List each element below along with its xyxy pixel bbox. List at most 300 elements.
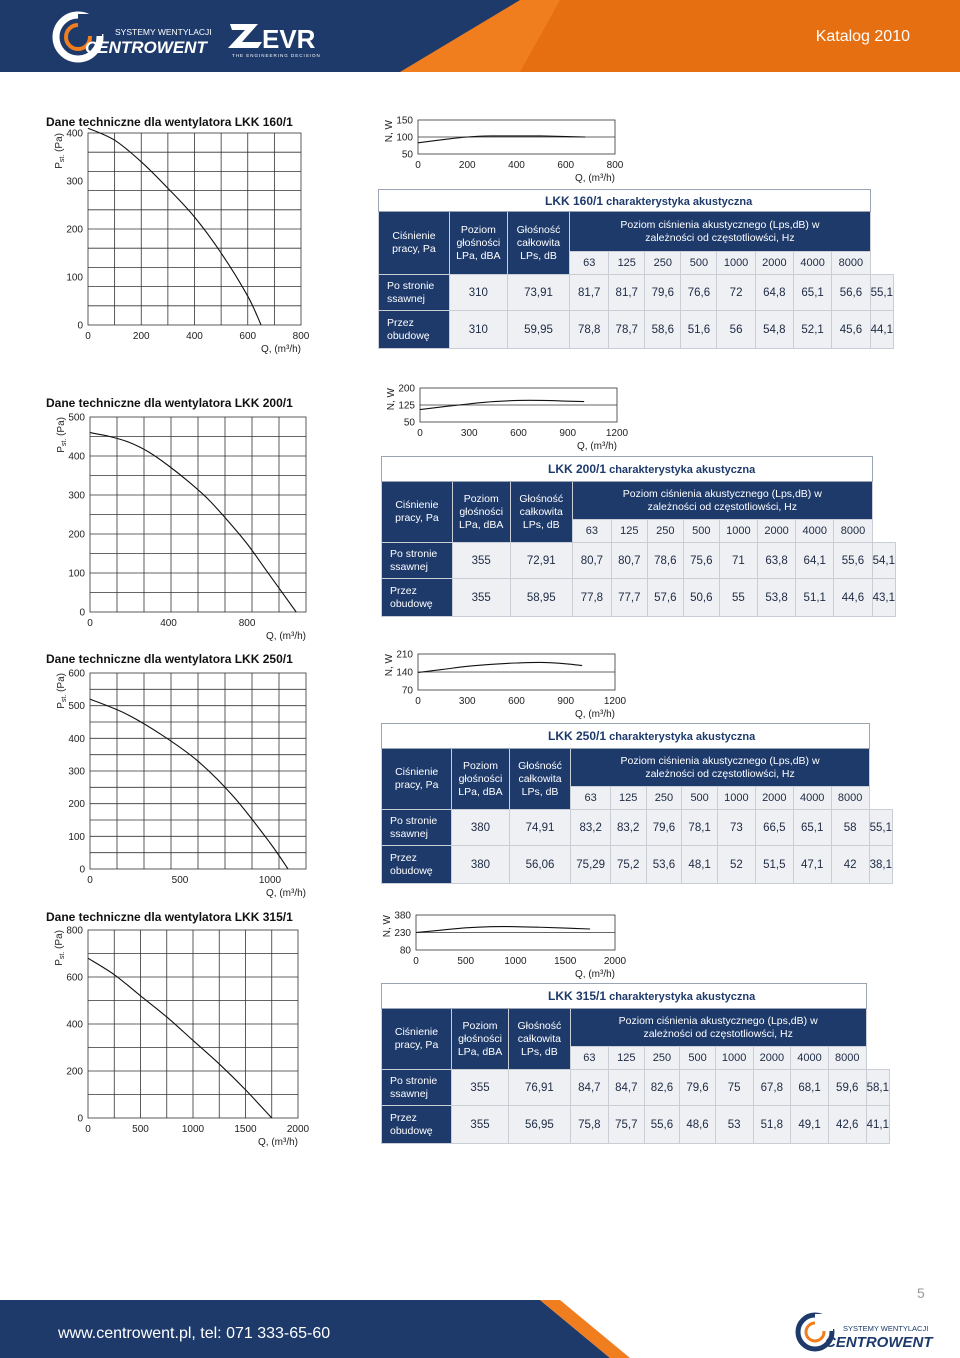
row-label: obudowę xyxy=(387,329,430,342)
band-value: 44,1 xyxy=(870,323,893,336)
value-cell xyxy=(570,1070,608,1106)
x-tick-label: 500 xyxy=(457,956,475,967)
frequency-label: 125 xyxy=(620,525,639,537)
frequency-cell xyxy=(682,787,718,810)
power-chart-lkk315 xyxy=(376,903,637,990)
band-value: 64,1 xyxy=(803,554,826,567)
x-tick-label: 0 xyxy=(87,618,93,629)
y-tick-label: 800 xyxy=(66,925,83,937)
frequency-label: 125 xyxy=(617,1052,636,1064)
value-cell xyxy=(680,1106,716,1144)
band-value: 55 xyxy=(732,591,745,604)
value-cell xyxy=(682,810,718,846)
x-tick-label: 0 xyxy=(85,1124,91,1135)
band-value: 57,6 xyxy=(654,591,677,604)
frequency-cell xyxy=(793,252,831,275)
frequency-cell xyxy=(647,520,683,543)
value-cell xyxy=(609,311,645,349)
section-title-lkk160: Dane techniczne dla wentylatora LKK 160/1 xyxy=(46,115,293,129)
series-line xyxy=(416,927,590,933)
header-pressure-cell xyxy=(382,482,453,543)
value-cell xyxy=(793,311,831,349)
frequency-cell xyxy=(570,252,609,275)
power-chart-lkk200 xyxy=(380,376,639,462)
value-cell xyxy=(831,810,869,846)
pressure-chart-lkk315 xyxy=(48,918,320,1158)
value-cell xyxy=(452,810,509,846)
band-value: 75,2 xyxy=(617,858,640,871)
x-tick-label: 200 xyxy=(458,160,476,171)
value-cell xyxy=(451,1070,508,1106)
header-spectrum: Poziom ciśnienia akustycznego (Lps,dB) w xyxy=(622,487,822,500)
y-tick-label: 200 xyxy=(398,383,415,395)
page-footer xyxy=(0,1300,960,1358)
lps-value: 80,7 xyxy=(580,554,604,567)
frequency-cell xyxy=(610,787,646,810)
header-level-cell xyxy=(452,749,509,810)
band-value: 58 xyxy=(843,821,857,834)
value-cell xyxy=(755,311,793,349)
band-value: 81,7 xyxy=(615,286,638,299)
x-axis-label: Q, (m³/h) xyxy=(575,173,615,184)
frequency-cell xyxy=(753,1047,791,1070)
frequency-label: 4000 xyxy=(799,792,825,804)
value-cell xyxy=(609,275,645,311)
y-tick-label: 70 xyxy=(401,685,413,697)
value-cell xyxy=(509,1106,571,1144)
section-title-lkk250: Dane techniczne dla wentylatora LKK 250/1 xyxy=(46,652,293,666)
frequency-label: 250 xyxy=(654,792,674,804)
lpa-value: 58,95 xyxy=(526,591,556,604)
x-axis-label: Q, (m³/h) xyxy=(575,709,615,720)
svg-text:THE ENGINEERING DECISION: THE ENGINEERING DECISION xyxy=(232,53,321,58)
band-value: 49,1 xyxy=(798,1118,821,1131)
value-cell xyxy=(834,543,872,579)
y-tick-label: 200 xyxy=(66,224,83,236)
frequency-cell xyxy=(572,520,611,543)
value-cell xyxy=(647,543,683,579)
value-cell xyxy=(609,1106,645,1144)
table-caption xyxy=(382,984,867,1009)
x-tick-label: 0 xyxy=(415,160,421,171)
x-axis-label: Q, (m³/h) xyxy=(261,344,301,355)
band-value: 78,7 xyxy=(615,323,638,336)
row-label: obudowę xyxy=(390,1124,433,1137)
value-cell xyxy=(791,1106,829,1144)
frequency-label: 125 xyxy=(619,792,638,804)
row-label-cell xyxy=(382,579,453,617)
frequency-label: 125 xyxy=(617,257,636,269)
header-level: głośności xyxy=(459,505,504,518)
frequency-cell xyxy=(644,1047,680,1070)
y-axis-label: N, W xyxy=(382,915,393,938)
page-number: 5 xyxy=(917,1285,925,1301)
band-value: 75,7 xyxy=(615,1118,638,1131)
header-total-cell xyxy=(507,212,570,275)
x-tick-label: 600 xyxy=(239,331,257,342)
x-tick-label: 2000 xyxy=(603,956,627,967)
band-value: 66,5 xyxy=(763,821,786,834)
header-level: LPa, dBA xyxy=(456,249,501,262)
header-pressure: Ciśnienie pracy, Pa xyxy=(392,230,436,255)
y-tick-label: 100 xyxy=(68,568,85,580)
frequency-cell xyxy=(832,252,870,275)
value-cell xyxy=(755,275,793,311)
table-caption xyxy=(382,724,870,749)
header-level-cell xyxy=(449,212,507,275)
table-model: LKK 315/1 xyxy=(548,989,607,1003)
series-line xyxy=(90,699,288,869)
series-line xyxy=(418,662,582,672)
band-value: 42 xyxy=(843,858,857,871)
band-value: 71 xyxy=(732,554,745,567)
value-cell xyxy=(645,311,681,349)
table-caption-text: charakterystyka akustyczna xyxy=(606,731,756,743)
y-tick-label: 0 xyxy=(79,607,85,619)
y-tick-label: 200 xyxy=(68,799,85,811)
value-cell xyxy=(571,846,610,884)
table-model: LKK 200/1 xyxy=(548,462,607,476)
value-cell xyxy=(753,1070,791,1106)
y-tick-label: 125 xyxy=(398,400,415,412)
y-tick-label: 400 xyxy=(68,733,85,745)
band-value: 65,1 xyxy=(801,286,824,299)
header-total: LPs, dB xyxy=(521,785,559,798)
value-cell xyxy=(452,579,510,617)
lpa-value: 72,91 xyxy=(526,554,556,567)
header-total-cell xyxy=(509,1009,571,1070)
frequency-label: 1000 xyxy=(723,257,749,269)
band-value: 63,8 xyxy=(765,554,788,567)
value-cell xyxy=(646,846,682,884)
series-line xyxy=(88,958,272,1118)
svg-text:CENTROWENT: CENTROWENT xyxy=(85,38,207,57)
row-label-cell xyxy=(382,846,452,884)
frequency-label: 2000 xyxy=(762,257,787,269)
value-cell xyxy=(609,1070,645,1106)
header-total: Głośność xyxy=(517,1019,562,1032)
row-label: Po stronie xyxy=(390,1074,438,1087)
pressure-chart-lkk200 xyxy=(50,405,328,652)
band-value: 78,1 xyxy=(688,821,711,834)
value-cell xyxy=(610,810,646,846)
band-value: 73 xyxy=(730,821,743,834)
value-cell xyxy=(611,579,647,617)
table-caption-text: charakterystyka akustyczna xyxy=(606,991,756,1003)
frequency-label: 1000 xyxy=(726,525,751,537)
frequency-label: 63 xyxy=(584,792,597,804)
row-label-cell xyxy=(379,311,450,349)
band-value: 44,6 xyxy=(841,591,865,604)
band-value: 72 xyxy=(729,286,743,299)
band-value: 53 xyxy=(727,1118,741,1131)
header-level-cell xyxy=(452,482,510,543)
y-tick-label: 600 xyxy=(68,668,85,680)
band-value: 51,5 xyxy=(763,858,786,871)
header-total: Głośność xyxy=(519,492,564,505)
value-cell xyxy=(449,275,507,311)
y-tick-label: 100 xyxy=(396,132,413,144)
band-value: 75,6 xyxy=(690,554,713,567)
acoustic-table-lkk250 xyxy=(381,723,893,884)
row-label: Przez xyxy=(390,851,417,864)
frequency-cell xyxy=(755,252,793,275)
y-axis-label: $P_{st.}$ (Pa) xyxy=(54,930,66,966)
value-cell xyxy=(755,846,793,884)
pressure-value: 355 xyxy=(470,1081,490,1094)
x-tick-label: 300 xyxy=(458,696,476,707)
lps-value: 83,2 xyxy=(579,821,602,834)
value-cell xyxy=(644,1070,680,1106)
value-cell xyxy=(571,810,610,846)
band-value: 58,6 xyxy=(651,323,675,336)
x-tick-label: 900 xyxy=(559,428,577,439)
band-value: 53,8 xyxy=(765,591,788,604)
svg-text:EVR: EVR xyxy=(262,24,316,54)
frequency-cell xyxy=(828,1047,866,1070)
footer-contact: www.centrowent.pl, tel: 071 333-65-60 xyxy=(58,1325,331,1342)
value-cell xyxy=(796,579,834,617)
value-cell xyxy=(572,579,611,617)
frequency-cell xyxy=(571,787,610,810)
frequency-label: 250 xyxy=(653,257,672,269)
band-value: 52,1 xyxy=(801,323,824,336)
x-tick-label: 0 xyxy=(417,428,423,439)
y-axis-label: N, W xyxy=(386,388,397,411)
header-pressure: Ciśnienie pracy, Pa xyxy=(395,499,439,524)
band-value: 65,1 xyxy=(801,821,824,834)
lps-value: 78,8 xyxy=(578,323,601,336)
value-cell xyxy=(509,1070,571,1106)
pressure-value: 310 xyxy=(468,323,488,336)
frequency-label: 4000 xyxy=(797,1052,822,1064)
value-cell xyxy=(683,579,719,617)
frequency-label: 2000 xyxy=(759,1052,785,1064)
frequency-label: 500 xyxy=(692,525,711,537)
value-cell xyxy=(646,810,682,846)
value-cell xyxy=(757,579,795,617)
value-cell xyxy=(717,846,755,884)
row-label-cell xyxy=(382,543,453,579)
band-value: 80,7 xyxy=(618,554,641,567)
y-tick-label: 400 xyxy=(68,451,85,463)
band-value: 51,6 xyxy=(687,323,711,336)
header-spectrum: Poziom ciśnienia akustycznego (Lps,dB) w xyxy=(618,1014,818,1027)
x-tick-label: 500 xyxy=(132,1124,149,1135)
value-cell xyxy=(682,846,718,884)
value-cell xyxy=(507,311,570,349)
catalog-title: Katalog 2010 xyxy=(815,28,910,45)
pressure-chart-lkk160 xyxy=(48,121,323,365)
y-tick-label: 210 xyxy=(396,649,413,661)
y-tick-label: 50 xyxy=(403,417,415,429)
value-cell xyxy=(570,1106,608,1144)
frequency-cell xyxy=(834,520,872,543)
band-value: 53,6 xyxy=(652,858,676,871)
x-axis-label: Q, (m³/h) xyxy=(577,441,617,452)
header-pressure: Ciśnienie pracy, Pa xyxy=(394,766,439,791)
band-value: 64,8 xyxy=(763,286,786,299)
y-axis-label: $P_{st.}$ (Pa) xyxy=(56,417,68,453)
lps-value: 81,7 xyxy=(578,286,601,299)
power-chart-lkk250 xyxy=(378,642,637,730)
header-total: Głośność xyxy=(518,759,562,772)
frequency-cell xyxy=(646,787,682,810)
value-cell xyxy=(793,810,831,846)
x-tick-label: 0 xyxy=(413,956,419,967)
value-cell xyxy=(872,543,895,579)
svg-text:SYSTEMY WENTYLACJI: SYSTEMY WENTYLACJI xyxy=(115,27,212,37)
x-tick-label: 0 xyxy=(85,331,91,342)
pressure-value: 310 xyxy=(468,286,488,299)
x-tick-label: 1000 xyxy=(504,956,527,967)
header-spectrum: Poziom ciśnienia akustycznego (Lps,dB) w xyxy=(620,218,820,231)
header-level: głośności xyxy=(458,772,503,785)
row-label: ssawnej xyxy=(390,827,428,840)
frequency-cell xyxy=(793,787,831,810)
frequency-cell xyxy=(609,252,645,275)
row-label: obudowę xyxy=(390,597,433,610)
x-tick-label: 2000 xyxy=(286,1124,310,1135)
value-cell xyxy=(452,543,510,579)
y-axis-label: $P_{st.}$ (Pa) xyxy=(56,673,68,709)
value-cell xyxy=(715,1070,753,1106)
header-pressure-cell xyxy=(379,212,450,275)
band-value: 41,1 xyxy=(866,1118,889,1131)
band-value: 84,7 xyxy=(615,1081,638,1094)
value-cell xyxy=(755,810,793,846)
frequency-cell xyxy=(717,252,755,275)
acoustic-table-lkk200 xyxy=(381,456,896,617)
lpa-value: 73,91 xyxy=(524,286,553,299)
header-spectrum-cell xyxy=(570,1009,866,1047)
band-value: 52 xyxy=(730,858,743,871)
header-level: LPa, dBA xyxy=(457,1045,503,1058)
lpa-value: 56,95 xyxy=(524,1118,554,1131)
frequency-label: 63 xyxy=(585,525,599,537)
band-value: 51,1 xyxy=(803,591,826,604)
header-pressure-cell xyxy=(382,749,452,810)
frequency-cell xyxy=(611,520,647,543)
table-caption xyxy=(379,190,871,212)
y-tick-label: 500 xyxy=(68,701,85,713)
header-total: LPs, dB xyxy=(520,1045,558,1058)
header-pressure: Ciśnienie pracy, Pa xyxy=(394,1026,439,1051)
row-label: ssawnej xyxy=(390,1087,428,1100)
x-tick-label: 400 xyxy=(186,331,203,342)
value-cell xyxy=(645,275,681,311)
header-level: LPa, dBA xyxy=(458,785,503,798)
y-tick-label: 80 xyxy=(399,945,411,957)
row-label: Przez xyxy=(387,316,414,329)
value-cell xyxy=(451,1106,508,1144)
value-cell xyxy=(872,579,895,617)
value-cell xyxy=(509,810,571,846)
x-tick-label: 1500 xyxy=(554,956,577,967)
pressure-value: 380 xyxy=(470,858,491,871)
lpa-value: 56,06 xyxy=(525,858,555,871)
value-cell xyxy=(507,275,570,311)
footer-logo xyxy=(798,1314,934,1351)
header-spectrum-cell xyxy=(570,212,870,252)
frequency-label: 500 xyxy=(689,257,709,269)
frequency-label: 2000 xyxy=(764,525,789,537)
header-spectrum: Poziom ciśnienia akustycznego (Lps,dB) w xyxy=(620,754,820,767)
value-cell xyxy=(869,846,892,884)
row-label: obudowę xyxy=(390,864,433,877)
y-tick-label: 380 xyxy=(394,910,411,922)
value-cell xyxy=(644,1106,680,1144)
value-cell xyxy=(680,1070,716,1106)
header-total: całkowita xyxy=(516,236,561,249)
frequency-label: 8000 xyxy=(835,1052,860,1064)
row-label: Po stronie xyxy=(387,279,435,292)
value-cell xyxy=(717,810,755,846)
value-cell xyxy=(510,579,572,617)
frequency-cell xyxy=(609,1047,645,1070)
pressure-value: 355 xyxy=(470,1118,490,1131)
band-value: 48,6 xyxy=(686,1118,709,1131)
table-caption-text: charakterystyka akustyczna xyxy=(603,195,753,208)
value-cell xyxy=(832,275,870,311)
lpa-value: 74,91 xyxy=(525,821,555,834)
x-tick-label: 800 xyxy=(238,618,256,629)
band-value: 56,6 xyxy=(839,286,863,299)
value-cell xyxy=(870,311,893,349)
acoustic-table-lkk315 xyxy=(381,983,890,1144)
value-cell xyxy=(793,275,831,311)
header-spectrum: zależności od częstotliowści, Hz xyxy=(643,1027,793,1040)
frequency-cell xyxy=(757,520,795,543)
value-cell xyxy=(757,543,795,579)
band-value: 68,1 xyxy=(798,1081,821,1094)
x-tick-label: 600 xyxy=(557,160,575,171)
band-value: 82,6 xyxy=(650,1081,674,1094)
value-cell xyxy=(719,579,757,617)
x-tick-label: 500 xyxy=(171,875,189,886)
header-level: Poziom xyxy=(460,223,496,236)
value-cell xyxy=(509,846,571,884)
header-total: Głośność xyxy=(516,223,561,236)
table-model: LKK 160/1 xyxy=(545,193,604,208)
header-total: całkowita xyxy=(517,1032,561,1045)
band-value: 77,7 xyxy=(618,591,641,604)
lps-value: 75,29 xyxy=(576,858,606,871)
header-total: LPs, dB xyxy=(522,518,560,531)
frequency-label: 250 xyxy=(656,525,675,537)
row-label: Przez xyxy=(390,1111,417,1124)
band-value: 43,1 xyxy=(872,591,895,604)
lpa-value: 76,91 xyxy=(524,1081,554,1094)
value-cell xyxy=(832,311,870,349)
band-value: 58,1 xyxy=(866,1081,889,1094)
band-value: 67,8 xyxy=(760,1081,784,1094)
y-axis-label: N, W xyxy=(384,654,395,677)
header-total: LPs, dB xyxy=(520,249,557,262)
x-tick-label: 800 xyxy=(292,331,310,342)
value-cell xyxy=(793,846,831,884)
band-value: 76,6 xyxy=(687,286,711,299)
band-value: 75 xyxy=(727,1081,741,1094)
value-cell xyxy=(870,275,893,311)
value-cell xyxy=(869,810,892,846)
svg-text:CENTROWENT: CENTROWENT xyxy=(825,1334,933,1351)
y-tick-label: 0 xyxy=(77,1113,83,1125)
y-tick-label: 500 xyxy=(68,412,85,424)
acoustic-table-lkk160 xyxy=(378,189,894,349)
value-cell xyxy=(828,1106,866,1144)
header-total: całkowita xyxy=(518,772,562,785)
